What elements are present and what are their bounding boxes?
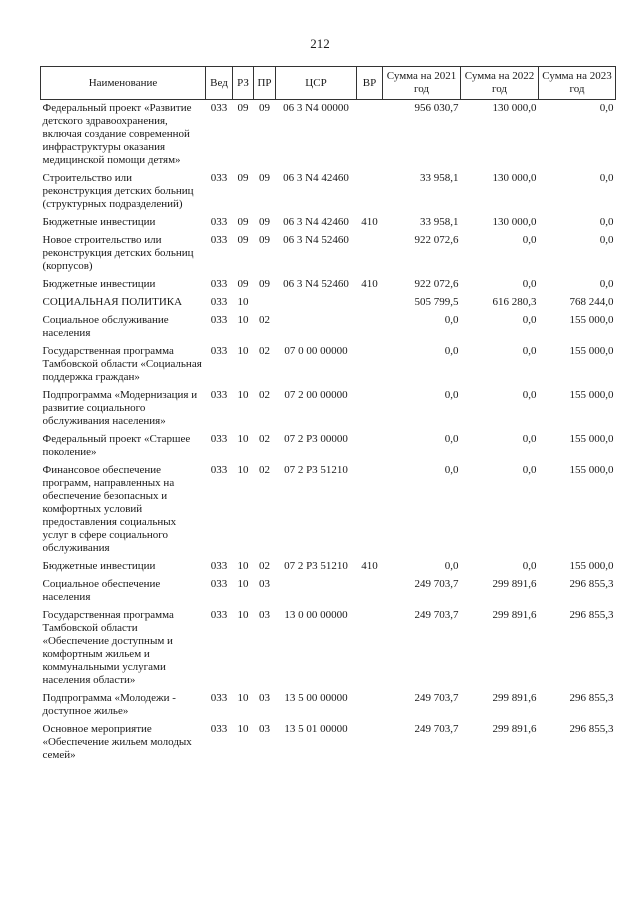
cell-sum-2021: 0,0 [444, 560, 459, 572]
table-row [41, 214, 616, 232]
cell-ved: 033 [210, 296, 228, 308]
cell-name: Бюджетные инвестиции [42, 278, 156, 290]
table-row [41, 431, 616, 462]
cell-sum-2021: 249 703,7 [414, 609, 459, 621]
cell-pr: 02 [259, 389, 270, 401]
cell-csr: 06 3 N4 52460 [283, 278, 349, 290]
cell-sum-2023: 0,0 [599, 102, 614, 114]
cell-sum-2021: 505 799,5 [414, 296, 459, 308]
cell-name: СОЦИАЛЬНАЯ ПОЛИТИКА [42, 296, 183, 308]
table-row [41, 462, 616, 558]
cell-sum-2023: 296 855,3 [569, 692, 614, 704]
cell-csr: 06 3 N4 52460 [283, 234, 349, 246]
cell-csr: 07 2 P3 51210 [284, 464, 348, 476]
cell-name: Строительство или реконструкция детских больниц (структурных подразделений) [42, 172, 194, 210]
cell-vr [357, 100, 383, 171]
cell-csr: 07 0 00 00000 [284, 345, 348, 357]
cell-name: Социальное обслуживание населения [42, 314, 169, 339]
cell-vr [357, 431, 383, 462]
cell-pr: 03 [259, 578, 270, 590]
cell-ved: 033 [210, 578, 228, 590]
cell-sum-2023: 0,0 [599, 216, 614, 228]
cell-name: Бюджетные инвестиции [42, 560, 156, 572]
table-row [41, 312, 616, 343]
cell-ved: 033 [210, 609, 228, 621]
cell-sum-2021: 33 958,1 [420, 172, 459, 184]
cell-sum-2022: 130 000,0 [492, 102, 537, 114]
cell-csr: 07 2 00 00000 [284, 389, 348, 401]
cell-sum-2023: 0,0 [599, 234, 614, 246]
cell-ved: 033 [210, 464, 228, 476]
cell-ved: 033 [210, 389, 228, 401]
cell-sum-2022: 0,0 [522, 314, 537, 326]
cell-sum-2022: 0,0 [522, 433, 537, 445]
header-name: Наименование [41, 67, 206, 100]
cell-name: Социальное обеспечение населения [42, 578, 161, 603]
table-body [41, 100, 616, 766]
cell-pr: 03 [259, 723, 270, 735]
cell-rz: 10 [237, 389, 249, 401]
cell-sum-2021: 922 072,6 [414, 234, 459, 246]
cell-sum-2023: 296 855,3 [569, 723, 614, 735]
header-pr: ПР [254, 67, 276, 100]
cell-vr: 410 [361, 278, 378, 290]
cell-sum-2023: 155 000,0 [569, 314, 614, 326]
header-sum-2021: Сумма на 2021 год [383, 67, 461, 100]
cell-sum-2022: 616 280,3 [492, 296, 537, 308]
cell-name: Федеральный проект «Старшее поколение» [42, 433, 191, 458]
cell-pr: 02 [259, 314, 270, 326]
cell-sum-2021: 956 030,7 [414, 102, 459, 114]
cell-sum-2021: 0,0 [444, 345, 459, 357]
cell-rz: 09 [237, 102, 249, 114]
header-csr: ЦСР [276, 67, 357, 100]
cell-vr: 410 [361, 216, 378, 228]
cell-name: Подпрограмма «Молодежи - доступное жилье» [42, 692, 176, 717]
cell-name: Финансовое обеспечение программ, направленных на обеспечение безопасных и комфортных условий предоставления социальных услуг в сфере социального обслуживания [42, 464, 177, 554]
budget-table [40, 66, 616, 765]
cell-sum-2022: 0,0 [522, 234, 537, 246]
cell-vr [357, 387, 383, 431]
cell-sum-2021: 249 703,7 [414, 692, 459, 704]
cell-name: Государственная программа Тамбовской области «Обеспечение доступным и комфортным жильем и коммунальными услугами населения области» [42, 609, 174, 686]
cell-sum-2022: 0,0 [522, 389, 537, 401]
cell-sum-2022: 0,0 [522, 278, 537, 290]
header-sum-2022: Сумма на 2022 год [461, 67, 539, 100]
cell-csr: 13 5 00 00000 [284, 692, 348, 704]
cell-rz: 09 [237, 172, 249, 184]
cell-ved: 033 [210, 314, 228, 326]
table-row [41, 558, 616, 576]
cell-vr: 410 [361, 560, 378, 572]
cell-csr [276, 312, 357, 343]
table-row [41, 576, 616, 607]
cell-pr: 02 [259, 433, 270, 445]
cell-name: Бюджетные инвестиции [42, 216, 156, 228]
cell-pr: 02 [259, 560, 270, 572]
table-header [41, 67, 616, 100]
cell-sum-2022: 0,0 [522, 464, 537, 476]
cell-sum-2022: 130 000,0 [492, 172, 537, 184]
header-rz: РЗ [233, 67, 254, 100]
cell-rz: 10 [237, 723, 249, 735]
cell-ved: 033 [210, 723, 228, 735]
table-row [41, 607, 616, 690]
cell-sum-2023: 155 000,0 [569, 560, 614, 572]
cell-sum-2021: 249 703,7 [414, 723, 459, 735]
cell-sum-2023: 296 855,3 [569, 578, 614, 590]
cell-sum-2021: 33 958,1 [420, 216, 459, 228]
cell-name: Федеральный проект «Развитие детского здравоохранения, включая создание современной инфраструктуры оказания медицинской помощи детям» [42, 102, 192, 166]
cell-sum-2021: 922 072,6 [414, 278, 459, 290]
cell-sum-2023: 155 000,0 [569, 433, 614, 445]
cell-pr: 03 [259, 609, 270, 621]
table-row [41, 721, 616, 765]
cell-sum-2022: 299 891,6 [492, 723, 537, 735]
cell-sum-2021: 249 703,7 [414, 578, 459, 590]
table-row [41, 276, 616, 294]
cell-vr [357, 232, 383, 276]
cell-csr: 13 0 00 00000 [284, 609, 348, 621]
cell-rz: 09 [237, 216, 249, 228]
page-number: 212 [310, 36, 330, 51]
cell-pr: 09 [259, 102, 270, 114]
cell-name: Подпрограмма «Модернизация и развитие социального обслуживания населения» [42, 389, 198, 427]
table-row [41, 343, 616, 387]
cell-csr: 06 3 N4 42460 [283, 216, 349, 228]
cell-rz: 10 [237, 296, 249, 308]
cell-sum-2023: 155 000,0 [569, 389, 614, 401]
table-row [41, 294, 616, 312]
cell-csr [276, 294, 357, 312]
cell-name: Государственная программа Тамбовской области «Социальная поддержка граждан» [42, 345, 202, 383]
cell-sum-2023: 296 855,3 [569, 609, 614, 621]
cell-sum-2023: 155 000,0 [569, 345, 614, 357]
cell-csr: 07 2 P3 00000 [284, 433, 348, 445]
cell-sum-2022: 0,0 [522, 345, 537, 357]
cell-pr: 09 [259, 278, 270, 290]
cell-ved: 033 [210, 216, 228, 228]
cell-sum-2022: 299 891,6 [492, 609, 537, 621]
cell-sum-2021: 0,0 [444, 389, 459, 401]
cell-rz: 10 [237, 609, 249, 621]
cell-sum-2023: 155 000,0 [569, 464, 614, 476]
cell-vr [357, 690, 383, 721]
cell-rz: 09 [237, 234, 249, 246]
cell-sum-2023: 0,0 [599, 278, 614, 290]
cell-pr: 02 [259, 464, 270, 476]
header-sum-2023: Сумма на 2023 год [539, 67, 616, 100]
table-row [41, 232, 616, 276]
cell-vr [357, 312, 383, 343]
cell-vr [357, 607, 383, 690]
cell-sum-2022: 0,0 [522, 560, 537, 572]
table-row [41, 170, 616, 214]
cell-rz: 10 [237, 464, 249, 476]
cell-csr: 07 2 P3 51210 [284, 560, 348, 572]
cell-vr [357, 576, 383, 607]
cell-ved: 033 [210, 345, 228, 357]
cell-name: Новое строительство или реконструкция детских больниц (корпусов) [42, 234, 194, 272]
cell-sum-2023: 0,0 [599, 172, 614, 184]
cell-rz: 10 [237, 692, 249, 704]
table-row [41, 387, 616, 431]
cell-sum-2023: 768 244,0 [569, 296, 614, 308]
cell-sum-2022: 299 891,6 [492, 692, 537, 704]
cell-ved: 033 [210, 234, 228, 246]
header-vr: ВР [357, 67, 383, 100]
cell-rz: 10 [237, 560, 249, 572]
cell-ved: 033 [210, 560, 228, 572]
cell-sum-2022: 130 000,0 [492, 216, 537, 228]
cell-csr: 06 3 N4 00000 [283, 102, 349, 114]
cell-rz: 10 [237, 345, 249, 357]
cell-ved: 033 [210, 278, 228, 290]
cell-ved: 033 [210, 102, 228, 114]
cell-csr [276, 576, 357, 607]
cell-ved: 033 [210, 692, 228, 704]
cell-pr [254, 294, 276, 312]
cell-vr [357, 721, 383, 765]
cell-rz: 10 [237, 314, 249, 326]
header-ved: Вед [206, 67, 233, 100]
cell-rz: 10 [237, 578, 249, 590]
cell-vr [357, 462, 383, 558]
cell-pr: 09 [259, 234, 270, 246]
cell-pr: 09 [259, 172, 270, 184]
cell-pr: 09 [259, 216, 270, 228]
cell-pr: 03 [259, 692, 270, 704]
cell-sum-2022: 299 891,6 [492, 578, 537, 590]
cell-rz: 10 [237, 433, 249, 445]
cell-sum-2021: 0,0 [444, 314, 459, 326]
table-row [41, 100, 616, 171]
cell-pr: 02 [259, 345, 270, 357]
cell-vr [357, 343, 383, 387]
cell-vr [357, 294, 383, 312]
cell-vr [357, 170, 383, 214]
cell-sum-2021: 0,0 [444, 433, 459, 445]
cell-ved: 033 [210, 172, 228, 184]
cell-rz: 09 [237, 278, 249, 290]
table-row [41, 690, 616, 721]
cell-csr: 06 3 N4 42460 [283, 172, 349, 184]
cell-sum-2021: 0,0 [444, 464, 459, 476]
cell-ved: 033 [210, 433, 228, 445]
cell-csr: 13 5 01 00000 [284, 723, 348, 735]
cell-name: Основное мероприятие «Обеспечение жильем молодых семей» [42, 723, 192, 761]
